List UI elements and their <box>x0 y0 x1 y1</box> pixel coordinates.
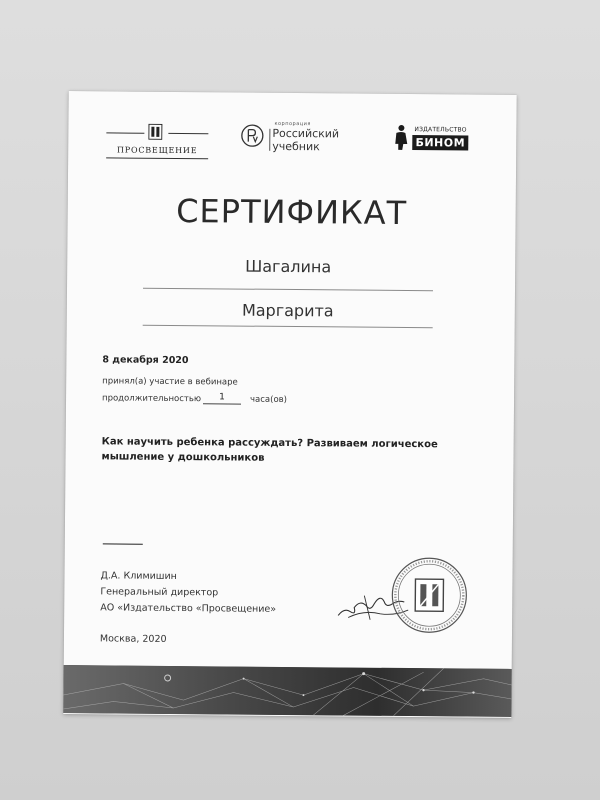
binom-figure-icon <box>392 124 410 150</box>
name-underline-2 <box>143 325 433 329</box>
recipient-first-name: Маргарита <box>241 300 334 321</box>
rossiyskiy-logo-small: корпорация <box>274 120 311 128</box>
prosveshchenie-logo <box>106 123 206 156</box>
signer-block <box>100 568 276 618</box>
decorative-banner <box>63 665 511 717</box>
logo-rule-left <box>106 132 144 133</box>
prosveshchenie-logo-icon <box>148 124 162 140</box>
certificate-sheet <box>63 91 516 718</box>
rossiyskiy-logo-line2: учебник <box>272 139 320 154</box>
binom-logo-small: ИЗДАТЕЛЬСТВО <box>414 126 467 134</box>
name-underline-1 <box>143 288 433 292</box>
prosveshchenie-logo-text: ПРОСВЕЩЕНИЕ <box>117 145 198 156</box>
rossiyskiy-logo-line1: Российский <box>272 126 340 141</box>
signer-name: Д.А. Климишин <box>100 570 177 583</box>
duration-unit: часа(ов) <box>249 394 288 405</box>
duration-value: 1 <box>203 392 241 404</box>
network-pattern-icon <box>63 665 511 717</box>
binom-logo-name: БИНОМ <box>412 135 468 150</box>
recipient-surname: Шагалина <box>245 256 332 277</box>
signature-dash <box>103 543 143 544</box>
signer-position: Генеральный директор <box>100 586 219 599</box>
seal-stamp-icon <box>390 556 469 635</box>
logo-divider <box>269 129 270 151</box>
duration-label: продолжительностью <box>102 393 202 405</box>
rossiyskiy-uchebnik-logo <box>240 121 380 158</box>
logo-rule-right <box>168 133 208 134</box>
certificate-title: СЕРТИФИКАТ <box>176 192 408 233</box>
rossiyskiy-uchebnik-logo-icon <box>240 124 264 148</box>
webinar-topic: Как научить ребенка рассуждать? Развиваем логическое мышление у дошкольников <box>101 436 438 464</box>
signer-organization: АО «Издательство «Просвещение» <box>100 602 277 615</box>
participation-text: принял(а) участие в вебинаре <box>102 376 238 388</box>
binom-logo <box>392 124 474 159</box>
event-date: 8 декабря 2020 <box>102 354 189 367</box>
logo-underline <box>106 157 208 159</box>
city-year: Москва, 2020 <box>99 633 167 645</box>
logo-row <box>68 119 516 163</box>
